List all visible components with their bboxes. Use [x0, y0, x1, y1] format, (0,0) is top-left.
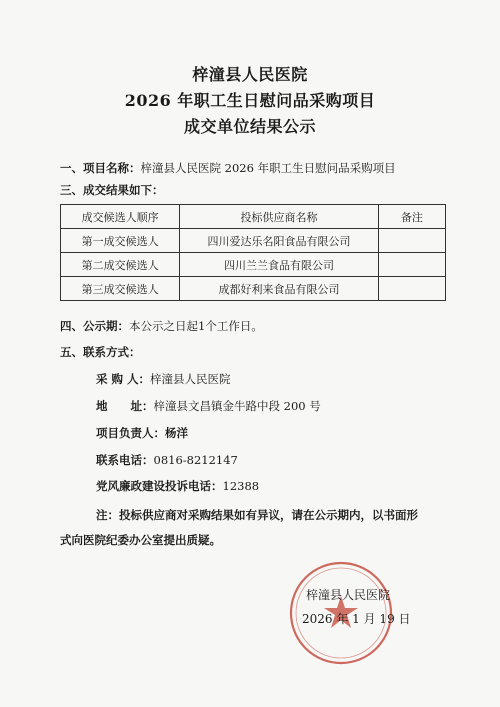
note-line-1: 注：投标供应商对采购结果如有异议，请在公示期内，以书面形 [96, 508, 418, 522]
row-note [378, 277, 445, 301]
buyer-label: 采 购 人： [96, 372, 151, 386]
buyer-value: 梓潼县人民医院 [150, 372, 231, 386]
header-supplier: 投标供应商名称 [180, 205, 378, 229]
header-rank: 成交候选人顺序 [61, 205, 180, 229]
project-lead-label: 项目负责人： [96, 426, 165, 440]
signature-org: 梓潼县人民医院 [306, 588, 391, 602]
complaint-label: 党风廉政建设投诉电话： [96, 479, 223, 493]
row-supplier: 四川兰兰食品有限公司 [180, 253, 378, 277]
title-hospital: 梓潼县人民医院 [192, 65, 308, 84]
complaint-line [96, 478, 259, 494]
result-heading: 三、成交结果如下： [60, 183, 164, 197]
row-supplier: 成都好利来食品有限公司 [180, 277, 378, 301]
table-row [61, 229, 446, 253]
phone-label: 联系电话： [96, 453, 154, 467]
publicity-value: 本公示之日起1个工作日。 [129, 319, 263, 333]
title-project: 2026 年职工生日慰问品采购项目 [124, 91, 376, 110]
project-lead-value: 杨洋 [165, 426, 188, 440]
row-rank: 第二成交候选人 [61, 253, 180, 277]
table-row [61, 277, 446, 301]
table-header-row [61, 205, 446, 229]
project-name-line [60, 160, 396, 176]
row-note [378, 229, 445, 253]
result-table [60, 204, 446, 301]
contact-heading: 五、联系方式： [60, 345, 141, 359]
address-value: 梓潼县文昌镇金牛路中段 200 号 [153, 399, 321, 413]
address-label: 地 址： [96, 399, 154, 413]
title-announcement: 成交单位结果公示 [183, 117, 316, 136]
row-rank: 第三成交候选人 [61, 277, 180, 301]
row-note [378, 253, 445, 277]
table-row [61, 253, 446, 277]
header-note: 备注 [378, 205, 445, 229]
publicity-period-line [60, 318, 263, 334]
project-name-value: 梓潼县人民医院 2026 年职工生日慰问品采购项目 [140, 161, 396, 175]
buyer-line [96, 371, 231, 387]
address-line [96, 398, 321, 414]
phone-value: 0816-8212147 [153, 453, 238, 467]
row-rank: 第一成交候选人 [61, 229, 180, 253]
phone-line [96, 452, 238, 468]
project-lead-line [96, 425, 188, 441]
signature-date: 2026 年 1 月 19 日 [302, 612, 411, 626]
note-line-2: 式向医院纪委办公室提出质疑。 [60, 533, 221, 547]
project-name-label: 一、项目名称： [60, 161, 141, 175]
publicity-label: 四、公示期： [60, 319, 129, 333]
complaint-value: 12388 [222, 479, 260, 493]
row-supplier: 四川爱达乐名阳食品有限公司 [180, 229, 378, 253]
